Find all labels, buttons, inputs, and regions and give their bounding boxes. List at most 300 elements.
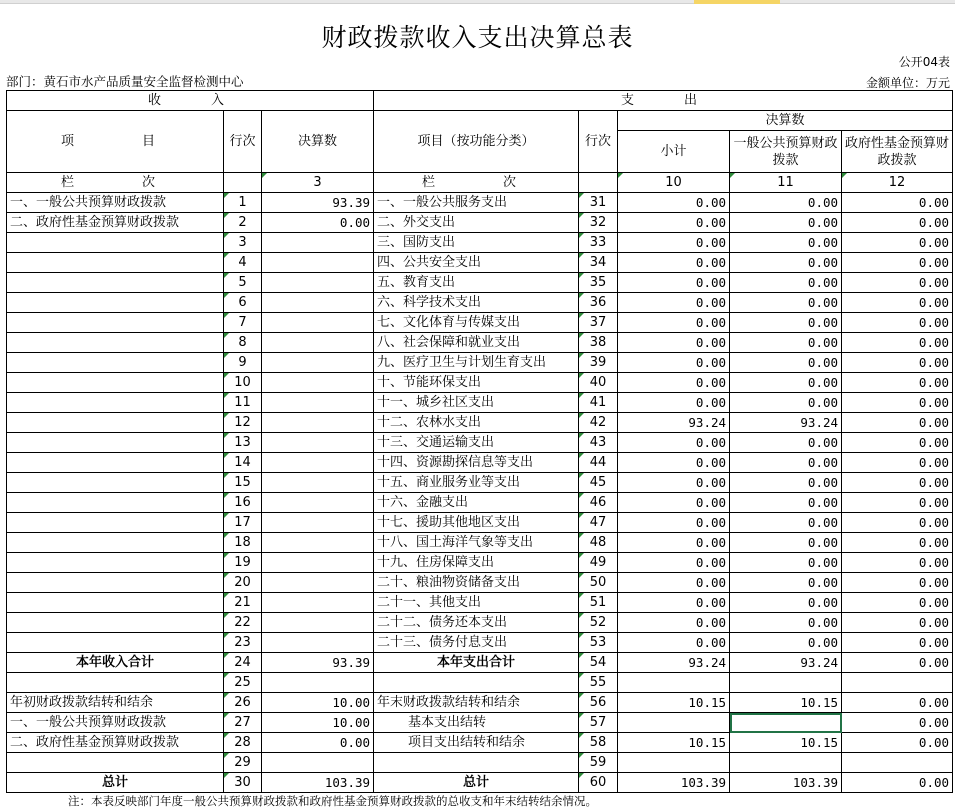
income-amount[interactable]: [262, 633, 374, 653]
expense-general-budget[interactable]: 0.00: [730, 513, 842, 533]
expense-row-no[interactable]: 42: [579, 413, 618, 433]
table-row: [7, 553, 953, 573]
expense-row-no[interactable]: 51: [579, 593, 618, 613]
expense-gov-fund[interactable]: 0.00: [842, 533, 953, 553]
income-item[interactable]: [7, 353, 224, 373]
expense-subtotal[interactable]: 103.39: [618, 773, 730, 793]
income-item[interactable]: [7, 393, 224, 413]
expense-gov-fund[interactable]: 0.00: [842, 593, 953, 613]
subtotal-header[interactable]: 小计: [618, 131, 730, 173]
expense-general-budget[interactable]: 0.00: [730, 473, 842, 493]
income-row-no[interactable]: 9: [224, 353, 262, 373]
income-row-no[interactable]: 1: [224, 193, 262, 213]
table-row: [7, 353, 953, 373]
income-item[interactable]: [7, 593, 224, 613]
expense-item[interactable]: 年末财政拨款结转和结余: [374, 693, 579, 713]
expense-item[interactable]: 九、医疗卫生与计划生育支出: [374, 353, 579, 373]
empty-cell[interactable]: [224, 173, 262, 193]
expense-gov-fund[interactable]: 0.00: [842, 473, 953, 493]
income-row-no[interactable]: 20: [224, 573, 262, 593]
income-amount[interactable]: [262, 413, 374, 433]
income-item[interactable]: [7, 633, 224, 653]
expense-subtotal[interactable]: 0.00: [618, 293, 730, 313]
income-item[interactable]: [7, 413, 224, 433]
expense-item[interactable]: 基本支出结转: [374, 713, 579, 733]
income-item[interactable]: [7, 253, 224, 273]
expense-gov-fund[interactable]: 0.00: [842, 773, 953, 793]
income-item[interactable]: [7, 553, 224, 573]
income-amount[interactable]: [262, 753, 374, 773]
expense-general-budget[interactable]: [730, 673, 842, 693]
expense-subtotal[interactable]: 0.00: [618, 453, 730, 473]
form-code: 公开04表: [898, 55, 950, 69]
table-row: [7, 413, 953, 433]
expense-gov-fund[interactable]: 0.00: [842, 493, 953, 513]
expense-row-no[interactable]: 43: [579, 433, 618, 453]
expense-row-no[interactable]: 37: [579, 313, 618, 333]
table-row: [7, 533, 953, 553]
income-amount[interactable]: [262, 233, 374, 253]
lan-ci-label[interactable]: 栏 次: [7, 173, 224, 193]
expense-subtotal[interactable]: 0.00: [618, 393, 730, 413]
income-row-no[interactable]: 29: [224, 753, 262, 773]
income-row-no[interactable]: 12: [224, 413, 262, 433]
expense-row-no[interactable]: 55: [579, 673, 618, 693]
expense-subtotal[interactable]: 0.00: [618, 313, 730, 333]
income-item[interactable]: [7, 433, 224, 453]
income-row-no[interactable]: 5: [224, 273, 262, 293]
expense-item[interactable]: 八、社会保障和就业支出: [374, 333, 579, 353]
income-item[interactable]: [7, 233, 224, 253]
income-amount[interactable]: 103.39: [262, 773, 374, 793]
income-row-no[interactable]: 2: [224, 213, 262, 233]
expense-item[interactable]: 十五、商业服务业等支出: [374, 473, 579, 493]
income-row-no[interactable]: 6: [224, 293, 262, 313]
income-row-no[interactable]: 25: [224, 673, 262, 693]
expense-gov-fund[interactable]: 0.00: [842, 433, 953, 453]
expense-item[interactable]: 四、公共安全支出: [374, 253, 579, 273]
table-row: [7, 753, 953, 773]
expense-row-no[interactable]: 31: [579, 193, 618, 213]
income-amount[interactable]: [262, 593, 374, 613]
income-row-no[interactable]: 23: [224, 633, 262, 653]
income-amount[interactable]: [262, 333, 374, 353]
table-row: [7, 593, 953, 613]
expense-item[interactable]: 十一、城乡社区支出: [374, 393, 579, 413]
expense-general-budget[interactable]: 0.00: [730, 613, 842, 633]
header-row-2: [7, 111, 953, 131]
expense-row-no[interactable]: 56: [579, 693, 618, 713]
expense-general-budget[interactable]: 0.00: [730, 273, 842, 293]
expense-item[interactable]: 三、国防支出: [374, 233, 579, 253]
expense-subtotal[interactable]: 0.00: [618, 373, 730, 393]
income-row-no[interactable]: 22: [224, 613, 262, 633]
expense-gov-fund[interactable]: 0.00: [842, 233, 953, 253]
income-row-no[interactable]: 15: [224, 473, 262, 493]
income-amount[interactable]: [262, 453, 374, 473]
expense-gov-fund[interactable]: 0.00: [842, 193, 953, 213]
expense-item[interactable]: 十三、交通运输支出: [374, 433, 579, 453]
income-row-no[interactable]: 16: [224, 493, 262, 513]
expense-gov-fund[interactable]: [842, 753, 953, 773]
gov-fund-header[interactable]: 政府性基金预算财政拨款: [842, 131, 953, 173]
income-item[interactable]: [7, 753, 224, 773]
income-row-no[interactable]: 7: [224, 313, 262, 333]
income-amount[interactable]: [262, 553, 374, 573]
exp-row-no-header[interactable]: 行次: [579, 111, 618, 173]
expense-subtotal[interactable]: [618, 753, 730, 773]
expense-subtotal[interactable]: 0.00: [618, 573, 730, 593]
expense-row-no[interactable]: 58: [579, 733, 618, 753]
col-index-11[interactable]: 11: [730, 173, 842, 193]
income-amount[interactable]: 93.39: [262, 653, 374, 673]
expense-row-no[interactable]: 54: [579, 653, 618, 673]
table-row: [7, 653, 953, 673]
expense-subtotal[interactable]: 0.00: [618, 473, 730, 493]
expense-item[interactable]: 十八、国土海洋气象等支出: [374, 533, 579, 553]
expense-subtotal[interactable]: 0.00: [618, 193, 730, 213]
expense-gov-fund[interactable]: 0.00: [842, 453, 953, 473]
expense-gov-fund[interactable]: 0.00: [842, 713, 953, 733]
income-amount[interactable]: [262, 293, 374, 313]
expense-general-budget[interactable]: 0.00: [730, 633, 842, 653]
income-item[interactable]: 总计: [7, 773, 224, 793]
expense-general-budget[interactable]: [730, 713, 842, 733]
expense-subtotal[interactable]: 0.00: [618, 333, 730, 353]
expense-general-budget[interactable]: 0.00: [730, 453, 842, 473]
table-row: [7, 253, 953, 273]
expense-row-no[interactable]: 34: [579, 253, 618, 273]
income-amount[interactable]: 0.00: [262, 733, 374, 753]
expense-row-no[interactable]: 47: [579, 513, 618, 533]
income-row-no[interactable]: 19: [224, 553, 262, 573]
expense-subtotal[interactable]: 93.24: [618, 413, 730, 433]
expense-gov-fund[interactable]: 0.00: [842, 333, 953, 353]
active-column-marker: [694, 0, 780, 4]
expense-gov-fund[interactable]: 0.00: [842, 213, 953, 233]
column-index-row: [7, 173, 953, 193]
income-row-no[interactable]: 11: [224, 393, 262, 413]
final-accounts-table: [6, 90, 953, 793]
page-title: 财政拨款收入支出决算总表: [321, 23, 634, 52]
expense-general-budget[interactable]: 103.39: [730, 773, 842, 793]
expense-general-budget[interactable]: 0.00: [730, 213, 842, 233]
income-row-no[interactable]: 28: [224, 733, 262, 753]
expense-item[interactable]: 二十三、债务付息支出: [374, 633, 579, 653]
table-row: [7, 613, 953, 633]
expense-subtotal[interactable]: 0.00: [618, 633, 730, 653]
expense-row-no[interactable]: 41: [579, 393, 618, 413]
income-item[interactable]: [7, 313, 224, 333]
unit-label: 金额单位：万元: [865, 76, 950, 90]
expense-row-no[interactable]: 50: [579, 573, 618, 593]
income-row-no[interactable]: 8: [224, 333, 262, 353]
expense-gov-fund[interactable]: 0.00: [842, 693, 953, 713]
row-no-header[interactable]: 行次: [224, 111, 262, 173]
income-row-no[interactable]: 3: [224, 233, 262, 253]
income-amount[interactable]: [262, 533, 374, 553]
expense-item[interactable]: 十四、资源勘探信息等支出: [374, 453, 579, 473]
expense-item[interactable]: 项目支出结转和结余: [374, 733, 579, 753]
expense-subtotal[interactable]: 0.00: [618, 253, 730, 273]
expense-general-budget[interactable]: 0.00: [730, 353, 842, 373]
expense-row-no[interactable]: 40: [579, 373, 618, 393]
expense-subtotal[interactable]: 0.00: [618, 273, 730, 293]
expense-subtotal[interactable]: 10.15: [618, 733, 730, 753]
expense-general-budget[interactable]: 0.00: [730, 233, 842, 253]
department-label: 部门：黄石市水产品质量安全监督检测中心: [6, 74, 244, 89]
income-row-no[interactable]: 26: [224, 693, 262, 713]
table-row: [7, 293, 953, 313]
income-item[interactable]: [7, 473, 224, 493]
income-amount[interactable]: 93.39: [262, 193, 374, 213]
expense-general-budget[interactable]: 10.15: [730, 733, 842, 753]
table-row: [7, 493, 953, 513]
expense-item[interactable]: 二十一、其他支出: [374, 593, 579, 613]
expense-general-budget[interactable]: 0.00: [730, 373, 842, 393]
expense-general-budget[interactable]: 0.00: [730, 313, 842, 333]
income-item[interactable]: [7, 273, 224, 293]
lan-ci-label[interactable]: 栏 次: [374, 173, 579, 193]
expense-gov-fund[interactable]: 0.00: [842, 553, 953, 573]
income-row-no[interactable]: 13: [224, 433, 262, 453]
expense-item[interactable]: 二十二、债务还本支出: [374, 613, 579, 633]
table-row: [7, 373, 953, 393]
expense-item[interactable]: [374, 673, 579, 693]
expense-subtotal[interactable]: 0.00: [618, 613, 730, 633]
income-row-no[interactable]: 14: [224, 453, 262, 473]
expense-row-no[interactable]: 33: [579, 233, 618, 253]
expense-row-no[interactable]: 45: [579, 473, 618, 493]
table-row: [7, 433, 953, 453]
income-amount[interactable]: [262, 513, 374, 533]
table-row: [7, 633, 953, 653]
table-row: [7, 733, 953, 753]
expense-subtotal[interactable]: 0.00: [618, 553, 730, 573]
expense-subtotal[interactable]: 0.00: [618, 233, 730, 253]
table-row: [7, 313, 953, 333]
expense-subtotal[interactable]: 0.00: [618, 593, 730, 613]
table-row: [7, 713, 953, 733]
income-header[interactable]: 收 入: [7, 91, 374, 111]
income-row-no[interactable]: 24: [224, 653, 262, 673]
expense-general-budget[interactable]: 0.00: [730, 193, 842, 213]
income-item[interactable]: [7, 573, 224, 593]
income-item[interactable]: [7, 493, 224, 513]
income-row-no[interactable]: 4: [224, 253, 262, 273]
expense-subtotal[interactable]: 0.00: [618, 353, 730, 373]
income-item[interactable]: [7, 673, 224, 693]
expense-gov-fund[interactable]: 0.00: [842, 253, 953, 273]
expense-general-budget[interactable]: 0.00: [730, 533, 842, 553]
table-row: [7, 453, 953, 473]
income-row-no[interactable]: 17: [224, 513, 262, 533]
expense-general-budget[interactable]: 0.00: [730, 293, 842, 313]
table-row: [7, 213, 953, 233]
income-row-no[interactable]: 10: [224, 373, 262, 393]
expense-subtotal[interactable]: [618, 673, 730, 693]
income-item[interactable]: 本年收入合计: [7, 653, 224, 673]
func-item-header[interactable]: 项目（按功能分类）: [374, 111, 579, 173]
expense-general-budget[interactable]: 0.00: [730, 433, 842, 453]
income-item[interactable]: [7, 293, 224, 313]
income-amount[interactable]: [262, 313, 374, 333]
expense-subtotal[interactable]: 0.00: [618, 493, 730, 513]
empty-cell[interactable]: [579, 173, 618, 193]
expense-subtotal[interactable]: 0.00: [618, 533, 730, 553]
table-row: [7, 693, 953, 713]
col-index-12[interactable]: 12: [842, 173, 953, 193]
footnote: 注：本表反映部门年度一般公共预算财政拨款和政府性基金预算财政拨款的总收支和年末结转结余情况。: [68, 794, 597, 808]
expense-item[interactable]: 十、节能环保支出: [374, 373, 579, 393]
income-amount[interactable]: [262, 353, 374, 373]
income-amount[interactable]: [262, 573, 374, 593]
expense-general-budget[interactable]: 0.00: [730, 573, 842, 593]
expense-gov-fund[interactable]: 0.00: [842, 393, 953, 413]
sheet-top-strip: [0, 0, 955, 4]
expense-item[interactable]: 十九、住房保障支出: [374, 553, 579, 573]
expense-row-no[interactable]: 46: [579, 493, 618, 513]
expense-item[interactable]: [374, 753, 579, 773]
expense-gov-fund[interactable]: 0.00: [842, 273, 953, 293]
expense-subtotal[interactable]: 0.00: [618, 513, 730, 533]
expense-row-no[interactable]: 57: [579, 713, 618, 733]
income-row-no[interactable]: 18: [224, 533, 262, 553]
expense-general-budget[interactable]: 93.24: [730, 653, 842, 673]
expense-item[interactable]: 五、教育支出: [374, 273, 579, 293]
expense-item[interactable]: 十二、农林水支出: [374, 413, 579, 433]
income-item[interactable]: [7, 613, 224, 633]
expense-item[interactable]: 十六、金融支出: [374, 493, 579, 513]
income-item[interactable]: 二、政府性基金预算财政拨款: [7, 733, 224, 753]
income-item[interactable]: [7, 533, 224, 553]
col-index-3[interactable]: 3: [262, 173, 374, 193]
income-amount[interactable]: [262, 253, 374, 273]
income-amount[interactable]: [262, 393, 374, 413]
expense-subtotal[interactable]: 0.00: [618, 433, 730, 453]
table-row: [7, 773, 953, 793]
income-amount[interactable]: [262, 473, 374, 493]
expense-gov-fund[interactable]: 0.00: [842, 353, 953, 373]
expense-row-no[interactable]: 52: [579, 613, 618, 633]
income-amount[interactable]: 10.00: [262, 713, 374, 733]
expense-gov-fund[interactable]: 0.00: [842, 633, 953, 653]
table-row: [7, 513, 953, 533]
table-row: [7, 233, 953, 253]
item-header[interactable]: 项 目: [7, 111, 224, 173]
expense-item[interactable]: 二、外交支出: [374, 213, 579, 233]
expense-general-budget[interactable]: 10.15: [730, 693, 842, 713]
expense-row-no[interactable]: 38: [579, 333, 618, 353]
expense-item[interactable]: 二十、粮油物资储备支出: [374, 573, 579, 593]
expense-row-no[interactable]: 32: [579, 213, 618, 233]
expense-item[interactable]: 七、文化体育与传媒支出: [374, 313, 579, 333]
expense-gov-fund[interactable]: 0.00: [842, 313, 953, 333]
header-row-1: [7, 91, 953, 111]
income-item[interactable]: 二、政府性基金预算财政拨款: [7, 213, 224, 233]
expense-item[interactable]: 一、一般公共服务支出: [374, 193, 579, 213]
income-row-no[interactable]: 30: [224, 773, 262, 793]
income-amount[interactable]: [262, 613, 374, 633]
expense-row-no[interactable]: 36: [579, 293, 618, 313]
income-amount[interactable]: [262, 433, 374, 453]
table-row: [7, 273, 953, 293]
income-amount[interactable]: [262, 493, 374, 513]
expense-row-no[interactable]: 48: [579, 533, 618, 553]
expense-general-budget[interactable]: 0.00: [730, 493, 842, 513]
table-row: [7, 193, 953, 213]
income-item[interactable]: [7, 453, 224, 473]
expense-row-no[interactable]: 35: [579, 273, 618, 293]
expense-gov-fund[interactable]: 0.00: [842, 733, 953, 753]
expense-item[interactable]: 六、科学技术支出: [374, 293, 579, 313]
income-amount[interactable]: [262, 273, 374, 293]
expense-gov-fund[interactable]: [842, 673, 953, 693]
expense-row-no[interactable]: 60: [579, 773, 618, 793]
table-row: [7, 333, 953, 353]
expense-item[interactable]: 本年支出合计: [374, 653, 579, 673]
col-index-10[interactable]: 10: [618, 173, 730, 193]
expense-subtotal[interactable]: 0.00: [618, 213, 730, 233]
expense-row-no[interactable]: 49: [579, 553, 618, 573]
expense-row-no[interactable]: 44: [579, 453, 618, 473]
expense-general-budget[interactable]: 0.00: [730, 553, 842, 573]
income-row-no[interactable]: 21: [224, 593, 262, 613]
table-row: [7, 673, 953, 693]
table-row: [7, 473, 953, 493]
expense-row-no[interactable]: 53: [579, 633, 618, 653]
expense-subtotal[interactable]: [618, 713, 730, 733]
income-item[interactable]: [7, 513, 224, 533]
income-amount[interactable]: [262, 373, 374, 393]
expense-gov-fund[interactable]: 0.00: [842, 653, 953, 673]
income-item[interactable]: [7, 333, 224, 353]
expense-row-no[interactable]: 59: [579, 753, 618, 773]
amount-header[interactable]: 决算数: [262, 111, 374, 173]
expense-gov-fund[interactable]: 0.00: [842, 293, 953, 313]
expense-gov-fund[interactable]: 0.00: [842, 573, 953, 593]
expense-general-budget[interactable]: 0.00: [730, 393, 842, 413]
income-item[interactable]: 一、一般公共预算财政拨款: [7, 193, 224, 213]
table-row: [7, 573, 953, 593]
expense-general-budget[interactable]: 0.00: [730, 253, 842, 273]
expense-subtotal[interactable]: 93.24: [618, 653, 730, 673]
expense-general-budget[interactable]: 0.00: [730, 593, 842, 613]
expense-gov-fund[interactable]: 0.00: [842, 513, 953, 533]
table-row: [7, 393, 953, 413]
expense-item[interactable]: 总计: [374, 773, 579, 793]
expense-subtotal[interactable]: 10.15: [618, 693, 730, 713]
income-item[interactable]: [7, 373, 224, 393]
income-item[interactable]: 年初财政拨款结转和结余: [7, 693, 224, 713]
income-amount[interactable]: 0.00: [262, 213, 374, 233]
income-amount[interactable]: [262, 673, 374, 693]
income-row-no[interactable]: 27: [224, 713, 262, 733]
expense-general-budget[interactable]: [730, 753, 842, 773]
expense-general-budget[interactable]: 93.24: [730, 413, 842, 433]
expense-row-no[interactable]: 39: [579, 353, 618, 373]
general-budget-header[interactable]: 一般公共预算财政拨款: [730, 131, 842, 173]
expense-gov-fund[interactable]: 0.00: [842, 373, 953, 393]
expense-gov-fund[interactable]: 0.00: [842, 413, 953, 433]
income-amount[interactable]: 10.00: [262, 693, 374, 713]
expense-gov-fund[interactable]: 0.00: [842, 613, 953, 633]
income-item[interactable]: 一、一般公共预算财政拨款: [7, 713, 224, 733]
expense-item[interactable]: 十七、援助其他地区支出: [374, 513, 579, 533]
expense-general-budget[interactable]: 0.00: [730, 333, 842, 353]
expense-header[interactable]: 支 出: [374, 91, 953, 111]
amount-group-header[interactable]: 决算数: [618, 111, 953, 131]
